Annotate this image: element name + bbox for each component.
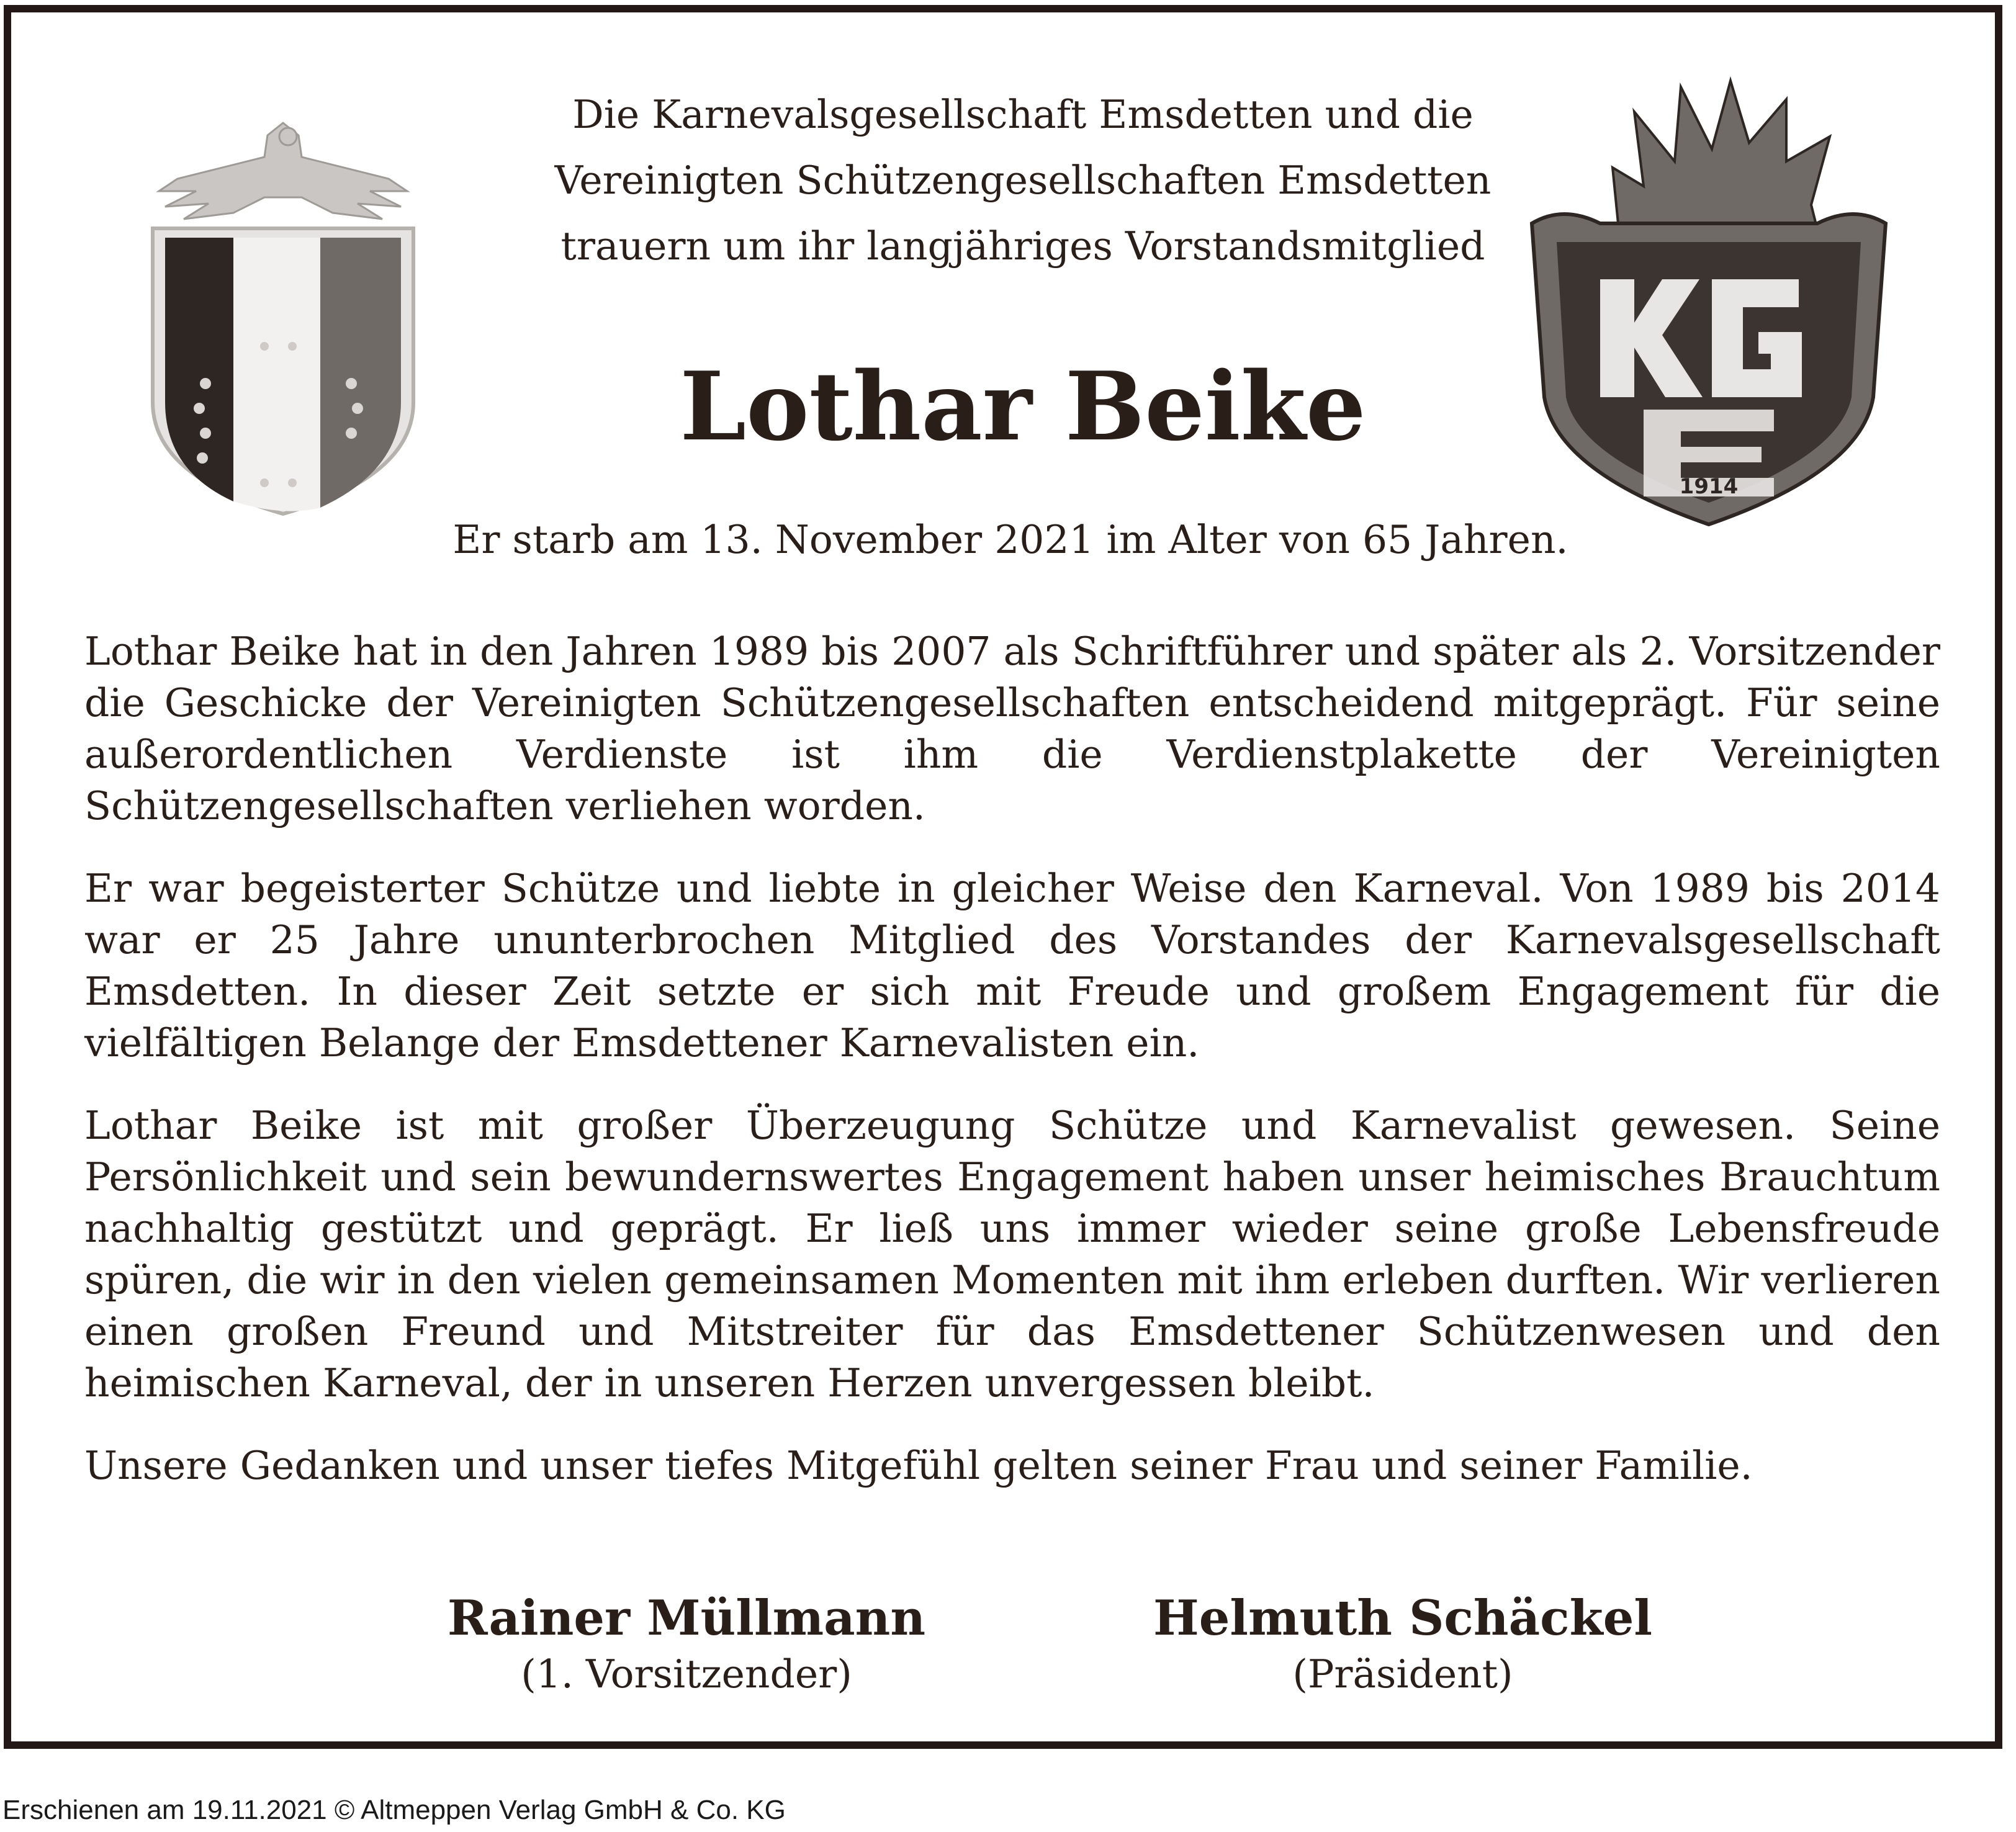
- paragraph: Lothar Beike ist mit großer Überzeugung Schütze und Karnevalist gewesen. Seine Persönlichkeit und sein bewundernswertes Engagement haben unser heimisches Brauchtum nachhaltig gestützt und geprägt. Er ließ uns immer wieder seine große Lebensfreude spüren, die wir in den vielen gemeinsamen Momenten mit ihm erleben durften. Wir verlieren einen großen Freund und Mitstreiter für das Emsdettener Schützenwesen und den heimischen Karneval, der in unseren Herzen unvergessen bleibt.: [84, 1103, 1940, 1406]
- paragraph: Lothar Beike hat in den Jahren 1989 bis 2007 als Schriftführer und später als 2. Vorsitzender die Geschicke der Vereinigten Schützengesellschaften entscheidend mitgeprägt. Für seine außerordentlichen Verdienste ist ihm die Verdienstplakette der Vereinigten Schützengesellschaften verliehen worden.: [84, 629, 1940, 828]
- signatory-right: [1092, 1587, 1713, 1699]
- signatory-role: (Präsident): [1292, 1651, 1513, 1697]
- eagle-shield-crest-icon: [140, 110, 426, 526]
- publication-footer: Erschienen am 19.11.2021 © Altmeppen Verlag GmbH & Co. KG: [2, 1795, 786, 1825]
- death-date-line: Er starb am 13. November 2021 im Alter von 65 Jahren.: [452, 517, 1568, 562]
- obituary-notice: [4, 5, 2002, 1749]
- logo-year: 1914: [1679, 474, 1739, 499]
- paragraph: Unsere Gedanken und unser tiefes Mitgefühl gelten seiner Frau und seiner Familie.: [84, 1443, 1753, 1488]
- signatory-name: Helmuth Schäckel: [1153, 1590, 1652, 1646]
- heading-line: Die Karnevalsgesellschaft Emsdetten und die: [572, 92, 1474, 137]
- heading-line: trauern um ihr langjähriges Vorstandsmitglied: [560, 223, 1485, 269]
- obituary-body: [84, 626, 1940, 1522]
- deceased-name: Lothar Beike: [680, 351, 1366, 462]
- signatory-left: [376, 1587, 997, 1699]
- signatory-name: Rainer Müllmann: [447, 1590, 926, 1646]
- signatory-role: (1. Vorsitzender): [521, 1651, 852, 1697]
- paragraph: Er war begeisterter Schütze und liebte in gleicher Weise den Karneval. Von 1989 bis 2014 war er 25 Jahre ununterbrochen Mitglied des Vorstandes der Karnevalsgesellschaft Emsdetten. In dieser Zeit setzte er sich mit Freude und großem Engagement für die vielfältigen Belange der Emsdettener Karnevalisten ein.: [84, 866, 1940, 1066]
- heading-text: [446, 82, 1600, 279]
- heading-line: Vereinigten Schützengesellschaften Emsdetten: [554, 158, 1492, 203]
